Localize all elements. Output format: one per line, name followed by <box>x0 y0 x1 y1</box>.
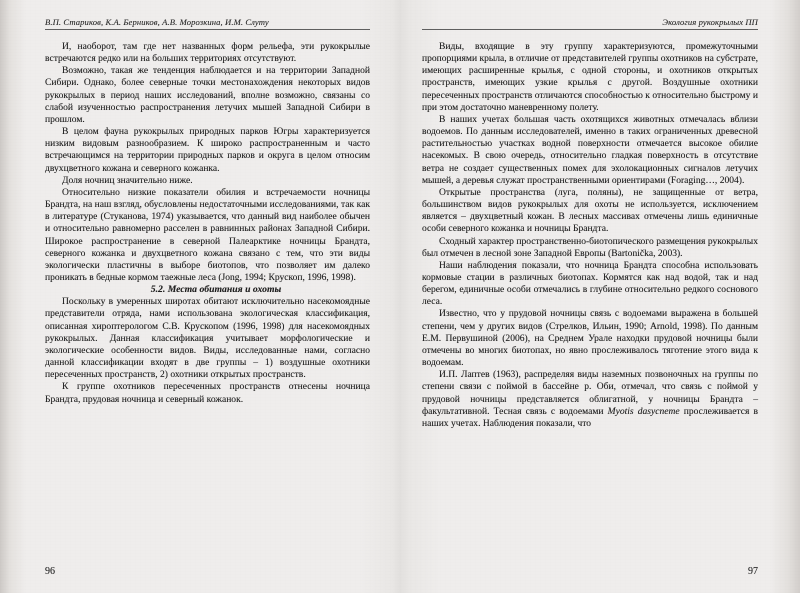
paragraph: Открытые пространства (луга, поляны), не защищенные от ветра, большинством видов рукокрылых для охоты не используется, исключением является – двухцветный кожан. В лесных массивах отмечены лишь единичные особи северного кожанка и ночницы Брандта. <box>422 186 758 235</box>
species-name-italic: Myotis dasycneme <box>607 405 680 417</box>
page-number-left: 96 <box>45 566 55 577</box>
paragraph: Наши наблюдения показали, что ночница Брандта способна использовать кормовые стации в различных биотопах. Кормятся как над водой, так и над берегом, единичные особи отмечались в глубине относительно редкого соснового леса. <box>422 259 758 308</box>
page-number-right: 97 <box>748 566 758 577</box>
paragraph-text-after-species: прослеживается в наших учетах. Наблюдения показали, что <box>422 405 758 429</box>
left-page-text-column <box>45 41 370 406</box>
paragraph: Виды, входящие в эту группу характеризуются, промежуточными пропорциями крыла, в отличие от представителей группы охотников на субстрате, имеющих расширенные крылья, с одной стороны, и охотников открытых пространств, имеющих узкие крылья с другой. Воздушные охотники пересеченных пространств отличаются способностью к относительно быстрому и при этом достаточно маневренному полету. <box>422 41 758 113</box>
paragraph: Поскольку в умеренных широтах обитают исключительно насекомоядные представители отряда, нами использована экологическая классификация, описанная хироптерологом С.В. Крускопом (1996, 1998) для насекомоядных рукокрылых. Данная классификация учитывает морфологические и экологические особенности видов. Виды, исследованные нами, согласно данной классификации входят в две группы – 1) воздушные охотники пересеченных пространств, 2) охотники открытых пространств. <box>45 296 370 381</box>
paragraph: К группе охотников пересеченных пространств отнесены ночница Брандта, прудовая ночница и северный кожанок. <box>45 381 370 405</box>
paragraph: В целом фауна рукокрылых природных парков Югры характеризуется низким видовым разнообразием. К широко распространенным и часто встречающимся на территории природных парков и округа в целом относим двухцветного кожана и северного кожанка. <box>45 126 370 174</box>
right-page-text-column <box>422 41 758 430</box>
running-head-left: В.П. Стариков, К.А. Берников, А.В. Морозкина, И.М. Слуту <box>45 17 269 27</box>
paragraph: Сходный характер пространственно-биотопического размещения рукокрылых был отмечен в лесной зоне Западной Европы (Bartonička, 2003). <box>422 235 758 259</box>
running-head-right: Экология рукокрылых ПП <box>662 17 758 27</box>
paragraph-text-before-species: И.П. Лаптев (1963), распределяя виды наземных позвоночных на группы по степени связи с поймой в бассейне р. Оби, отмечал, что связь с поймой у прудовой ночницы представляется облигатной, у ночницы Брандта – факультативной. Тесная связь с водоемами <box>422 369 758 417</box>
paragraph: Возможно, такая же тенденция наблюдается и на территории Западной Сибири. Однако, более северные точки местонахождения некоторых видов рукокрылых в период наших исследований, вполне возможно, связаны со слабой изученностью распространения летучих мышей Западной Сибири в прошлом. <box>45 65 370 125</box>
running-head-rule-right <box>422 29 758 30</box>
paragraph: Известно, что у прудовой ночницы связь с водоемами выражена в большей степени, чем у других видов (Стрелков, Ильин, 1990; Arnold, 1998). По данным Е.М. Первушиной (2006), на Среднем Урале находки прудовой ночницы были отмечены во многих биотопах, но явно прослеживалось тяготение этого вида к водоемам. <box>422 308 758 369</box>
running-head-rule-left <box>45 29 370 30</box>
right-page <box>400 0 800 593</box>
paragraph: Доля ночниц значительно ниже. <box>62 174 193 186</box>
paragraph: В наших учетах большая часть охотящихся животных отмечалась вблизи водоемов. По данным исследователей, именно в таких ограниченных древесной растительностью участках водной поверхности отмечается высокое обилие насекомых. В свою очередь, относительно гладкая поверхность в отсутствие ветра не создает существенных помех для эхолокационных сигналов летучих мышей, а деревья служат пространственными ориентирами (Foraging…, 2004). <box>422 113 758 186</box>
paragraph: И, наоборот, там где нет названных форм рельефа, эти рукокрылые встречаются редко или на больших территориях отсутствуют. <box>45 41 370 65</box>
section-heading: 5.2. Места обитания и охоты <box>150 284 282 296</box>
paragraph-with-species-name <box>422 369 758 430</box>
paragraph: Относительно низкие показатели обилия и встречаемости ночницы Брандта, на наш взгляд, обусловлены недостаточными исследованиями, так как в литературе (Стуканова, 1974) указывается, что данный вид наиболее обычен и относительно равномерно расселен в равнинных районах Западной Сибири. Широкое распространение в северной Палеарктике ночницы Брандта, северного кожанка и двухцветного кожана связано с тем, что эти виды экологически пластичны в выборе биотопов, что позволяет им далеко проникать в бедные кормом таежные леса (Jong, 1994; Крускоп, 1996, 1998). <box>45 186 370 283</box>
